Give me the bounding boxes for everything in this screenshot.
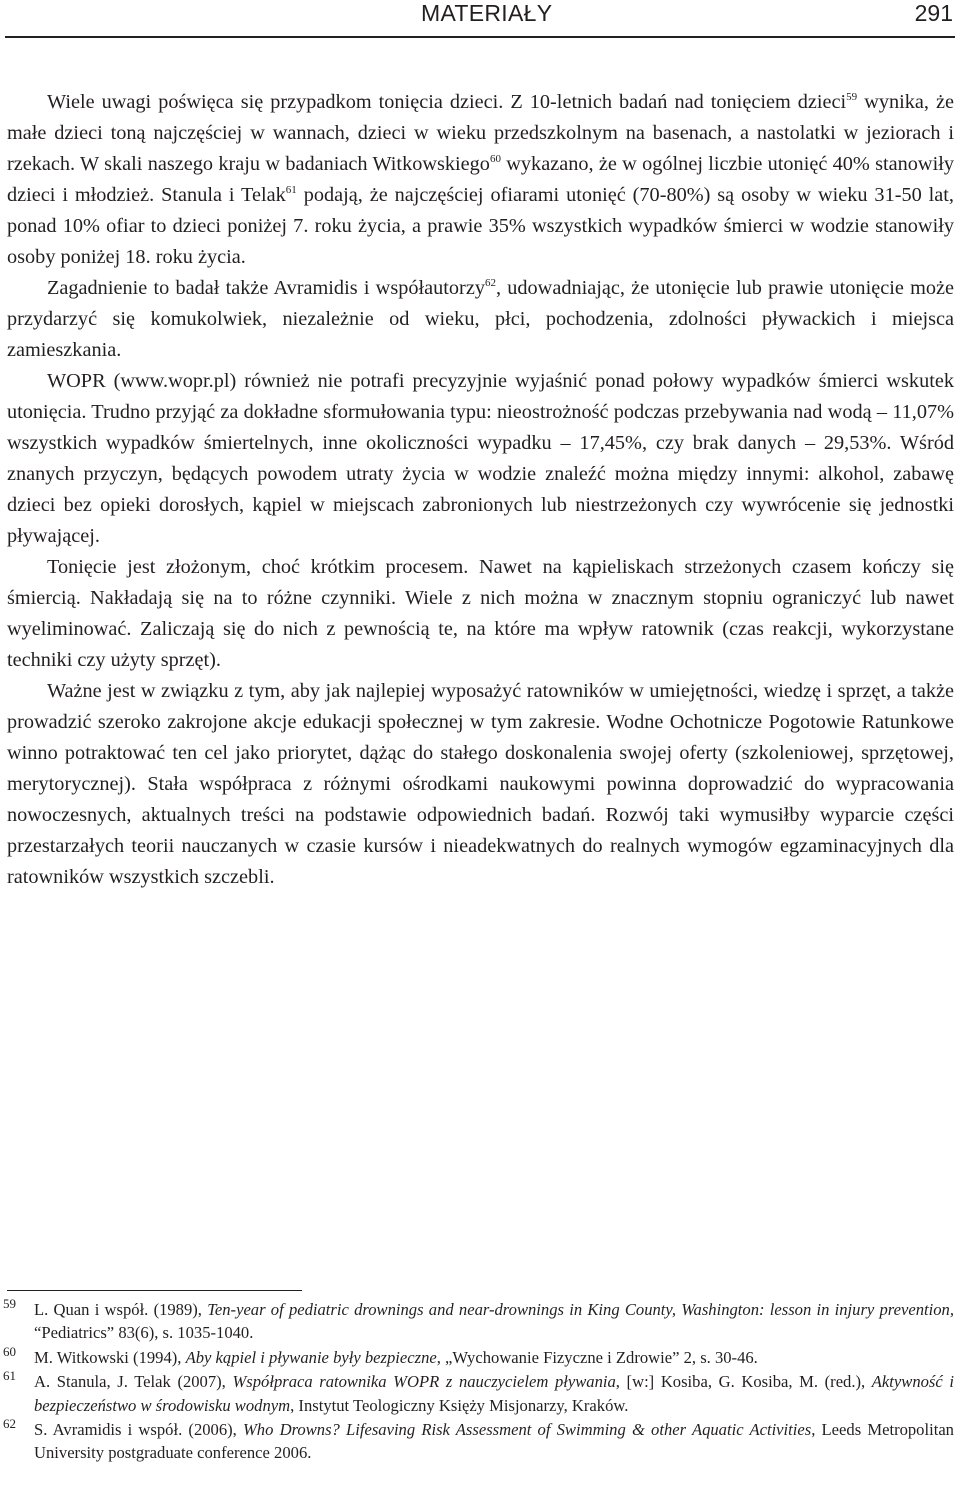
footnote-separator [7,1290,302,1291]
footnote-text: L. Quan i współ. (1989), [34,1300,208,1319]
footnote-number: 59 [3,1296,16,1311]
paragraph-text: Tonięcie jest złożonym, choć krótkim procesem. Nawet na kąpieliskach strzeżonych czasem kończy się śmiercią. Nakładają się na to różne czynniki. Wiele z nich można w znacznym stopniu ograniczyć lub nawet wyeliminować. Zaliczają się do nich z pewnością te, na które ma wpływ ratownik (czas reakcji, wykorzystane techniki czy użyty sprzęt). [7,556,954,671]
footnotes [3,1296,954,1466]
footnote-text: , [w:] Kosiba, G. Kosiba, M. (red.), [615,1372,872,1392]
footnote [3,1296,954,1345]
footnote [3,1343,954,1369]
footnote-text: A. Stanula, J. Telak (2007), [34,1372,233,1392]
footnote-text: , Leeds Metropolitan University postgraduate conference 2006. [34,1420,954,1463]
paragraph-text: Wiele uwagi poświęca się przypadkom tonięcia dzieci. Z 10-letnich badań nad tonięciem dzieci [47,91,847,113]
section-title: MATERIAŁY [421,0,553,26]
footnote-text: “Pediatrics” 83(6), s. 1035-1040. [34,1323,254,1343]
body-text [7,87,954,893]
paragraph-text: WOPR (www.wopr.pl) również nie potrafi precyzyjnie wyjaśnić ponad połowy wypadków śmierci wskutek utonięcia. Trudno przyjąć za dokładne sformułowania typu: nieostrożność podczas przebywania nad wodą – 11,07% wszystkich wypadków śmiertelnych, inne okoliczności wypadku – 17,45%, czy brak danych – 29,53%. Wśród znanych przyczyn, będących powodem utraty życia w wodzie znaleźć można między innymi: alkohol, zabawę dzieci bez opieki dorosłych, kąpiel w miejscach zabronionych lub niestrzeżonych czy wywrócenie się jednostki pływającej. [7,370,954,547]
footnote-title: Współpraca ratownika WOPR z nauczycielem pływania [232,1372,616,1392]
paragraph [7,366,954,552]
paragraph [7,552,954,676]
footnote-reference[interactable]: 62 [484,277,496,289]
running-header [5,0,955,38]
paragraph [7,87,954,273]
footnote-number: 61 [3,1368,16,1384]
footnote [3,1368,954,1417]
footnote-title: Aby kąpiel i pływanie były bezpieczne [185,1347,437,1367]
footnote [3,1416,954,1465]
paragraph [7,676,954,893]
paragraph [7,273,954,366]
footnote-reference[interactable]: 61 [285,184,297,196]
footnote-reference[interactable]: 59 [846,91,858,103]
page-number: 291 [914,0,953,26]
paragraph-text: , udowadniając, że utonięcie lub prawie utonięcie może przydarzyć się komukolwiek, niezależnie od wieku, płci, pochodzenia, zdolności pływackich i miejsca zamieszkania. [7,277,954,361]
paragraph-text: wynika, że małe dzieci toną najczęściej w wannach, dzieci w wieku przedszkolnym na basenach, a nastolatki w jeziorach i rzekach. W skali naszego kraju w badaniach Witkowskiego [7,91,954,175]
footnote-title: Ten-year of pediatric drownings and near-drownings in King County, Washington: lesson in injury prevention, [207,1300,954,1319]
footnote-number: 60 [3,1343,16,1359]
footnote-text: , Instytut Teologiczny Księży Misjonarzy, Kraków. [290,1395,629,1415]
paragraph-text: Zagadnienie to badał także Avramidis i współautorzy [47,277,485,299]
paragraph-text: Ważne jest w związku z tym, aby jak najlepiej wyposażyć ratowników w umiejętności, wiedzę i sprzęt, a także prowadzić szeroko zakrojone akcje edukacji społecznej w tym zakresie. Wodne Ochotnicze Pogotowie Ratunkowe winno potraktować ten cel jako priorytet, dążąc do stałego doskonalenia swojej oferty (szkoleniowej, sprzętowej, merytorycznej). Stała współpraca z różnymi ośrodkami naukowymi powinna doprowadzić do wypracowania nowoczesnych, aktualnych treści na podstawie odpowiednich badań. Rozwój taki wymusiłby wyparcie części przestarzałych teorii nauczanych w czasie kursów i nieadekwatnych do realnych wymogów egzaminacyjnych dla ratowników wszystkich szczebli. [7,680,954,888]
paragraph-text: podają, że najczęściej ofiarami utonięć (70-80%) są osoby w wieku 31-50 lat, ponad 10% ofiar to dzieci poniżej 7. roku życia, a prawie 35% wszystkich wypadków śmierci w wodzie stanowiły osoby poniżej 18. roku życia. [7,184,954,268]
footnote-text: M. Witkowski (1994), [34,1347,186,1367]
footnote-text: , „Wychowanie Fizyczne i Zdrowie” 2, s. 30-46. [436,1347,758,1367]
footnote-text: S. Avramidis i współ. (2006), [34,1420,243,1440]
paragraph-text: wykazano, że w ogólnej liczbie utonięć 40% stanowiły dzieci i młodzież. Stanula i Telak [7,153,954,206]
footnote-title: Aktywność i bezpieczeństwo w środowisku wodnym [34,1372,954,1415]
footnote-reference[interactable]: 60 [489,153,501,165]
footnote-title: Who Drowns? Lifesaving Risk Assessment of Swimming & other Aquatic Activities [242,1420,812,1440]
footnote-number: 62 [3,1416,16,1432]
